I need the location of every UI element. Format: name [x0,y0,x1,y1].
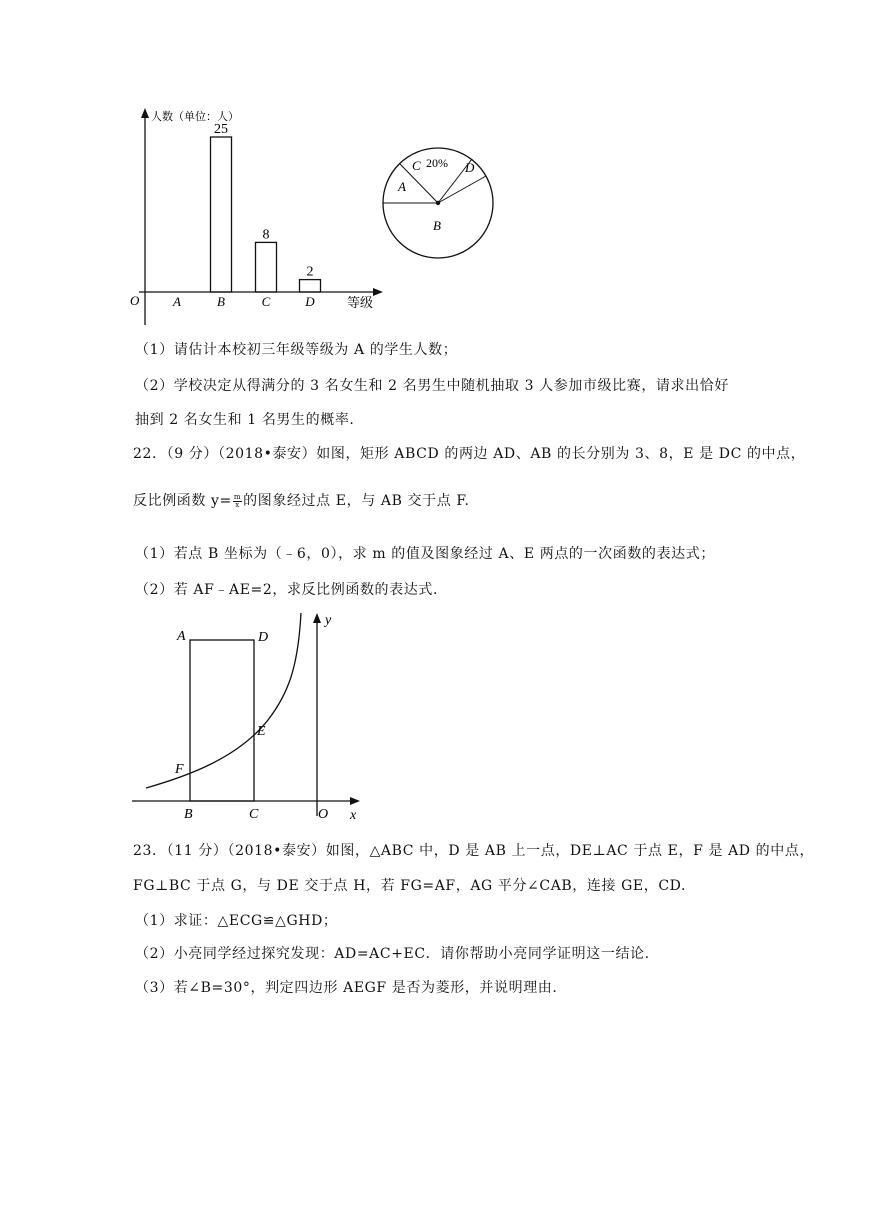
q23-part3: （3）若∠B=30°，判定四边形 AEGF 是否为菱形，并说明理由. [135,980,558,996]
figure-22 [128,608,368,823]
category-label-d: D [305,294,315,309]
pie-label-c: C [412,158,421,173]
q22-intro: 22．（9 分）（2018•泰安）如图，矩形 ABCD 的两边 AD、AB 的长分别为 3、8，E 是 DC 的中点， [133,446,806,462]
q21-part2-line2: 抽到 2 名女生和 1 名男生的概率. [135,412,355,428]
y-axis-label: 人数（单位：人） [151,111,239,123]
q23-part2: （2）小亮同学经过探究发现：AD=AC+EC．请你帮助小亮同学证明这一结论. [135,946,650,962]
bar-d [300,280,321,292]
origin-label: O [130,293,140,308]
q21-part2-line1: （2）学校决定从得满分的 3 名女生和 2 名男生中随机抽取 3 人参加市级比赛，请求出恰好 [135,378,729,394]
bar-value-label-c: 8 [262,227,270,243]
axis-x-label: x [350,808,357,823]
q22-line2-post: 的图象经过点 E，与 AB 交于点 F. [243,493,470,509]
pie-label-d: D [465,160,475,175]
q22-part1: （1）若点 B 坐标为（﹣6，0），求 m 的值及图象经过 A、E 两点的一次函数的表达式； [135,546,715,562]
axis-y-label: y [325,613,332,628]
point-a-label: A [177,629,186,644]
category-label-c: C [261,294,271,309]
q23-part1: （1）求证：△ECG≌△GHD； [135,913,338,929]
fig22-y-arrow [313,613,321,623]
q22-line2 [133,490,470,510]
fraction-denominator: x [235,500,240,509]
q22-part2: （2）若 AF﹣AE=2，求反比例函数的表达式. [135,582,438,598]
fraction-m-over-x [233,494,242,509]
category-label-a: A [173,294,181,309]
bar-chart [125,105,390,330]
point-f-label: F [175,762,184,777]
pie-center [436,201,440,205]
hyperbola-curve [146,613,301,788]
pie-divider-db [438,176,486,203]
bar-c [256,242,277,292]
point-d-label: D [258,630,269,645]
origin-o-label: O [318,807,329,822]
y-axis-arrow [141,108,149,118]
pie-label-b: B [433,218,441,233]
point-c-label: C [249,807,259,822]
fig22-x-arrow [350,797,360,805]
q23-intro: 23．（11 分）（2018•泰安）如图，△ABC 中，D 是 AB 上一点，DE⊥AC 于点 E，F 是 AD 的中点， [133,843,815,859]
category-label-b: B [217,294,225,309]
rectangle-abcd [190,640,254,801]
bar-b [211,137,232,292]
point-e-label: E [257,724,266,739]
q23-line2: FG⊥BC 于点 G，与 DE 交于点 H，若 FG=AF，AG 平分∠CAB，连接 GE，CD. [133,878,687,894]
bars-group [172,122,320,309]
q22-line2-pre: 反比例函数 y= [133,493,232,509]
pie-chart [380,145,500,265]
x-axis-arrow [373,288,383,296]
pie-label-a: A [398,179,406,194]
bar-value-label-d: 2 [306,264,314,280]
pie-percent-label: 20% [426,156,448,170]
q21-part1: （1）请估计本校初三年级等级为 A 的学生人数； [135,342,458,358]
bar-value-label-b: 25 [214,122,228,137]
point-b-label: B [184,807,193,822]
fraction-numerator: m [233,492,242,501]
x-axis-label: 等级 [347,295,374,310]
